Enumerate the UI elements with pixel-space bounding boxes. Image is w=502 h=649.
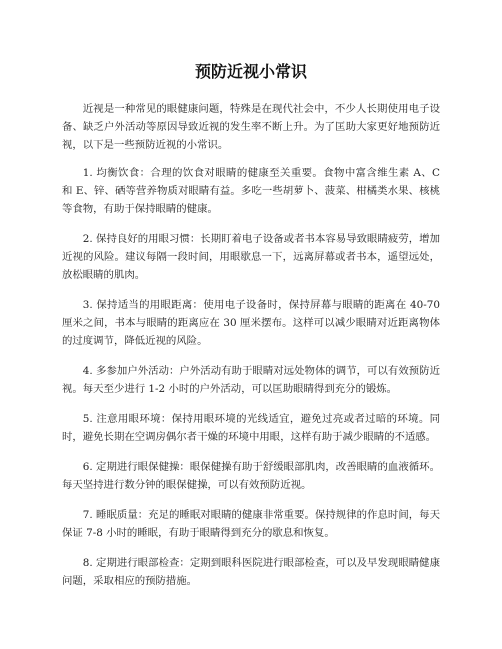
tip-paragraph: 4. 多参加户外活动：户外活动有助于眼睛对远处物体的调节，可以有效预防近视。每天至少进行 1-2 小时的户外活动，可以匡助眼睛得到充分的锻炼。 bbox=[62, 365, 440, 395]
tip-paragraph: 6. 定期进行眼保健操：眼保健操有助于舒缓眼部肌肉，改善眼睛的血液循环。每天坚持进行数分钟的眼保健操，可以有效预防近视。 bbox=[62, 461, 440, 491]
tip-paragraph: 8. 定期进行眼部检查：定期到眼科医院进行眼部检查，可以及早发现眼睛健康问题，采取相应的预防措施。 bbox=[62, 557, 440, 587]
tip-paragraph: 3. 保持适当的用眼距离：使用电子设备时，保持屏幕与眼睛的距离在 40-70 厘米之间，书本与眼睛的距离应在 30 厘米摆布。这样可以减少眼睛对近距离物体的过度调节，降低近视的风险。 bbox=[62, 299, 440, 347]
tip-paragraph: 2. 保持良好的用眼习惯：长期盯着电子设备或者书本容易导致眼睛疲劳，增加近视的风险。建议每隔一段时间，用眼歇息一下，远离屏幕或者书本，遥望远处，放松眼睛的肌肉。 bbox=[62, 233, 440, 281]
intro-paragraph: 近视是一种常见的眼健康问题，特殊是在现代社会中，不少人长期使用电子设备、缺乏户外活动等原因导致近视的发生率不断上升。为了匡助大家更好地预防近视，以下是一些预防近视的小常识。 bbox=[62, 103, 440, 151]
tip-paragraph: 7. 睡眠质量：充足的睡眠对眼睛的健康非常重要。保持规律的作息时间，每天保证 7-8 小时的睡眠，有助于眼睛得到充分的歇息和恢复。 bbox=[62, 509, 440, 539]
page-title: 预防近视小常识 bbox=[194, 62, 307, 81]
tip-paragraph: 5. 注意用眼环境：保持用眼环境的光线适宜，避免过亮或者过暗的环境。同时，避免长期在空调房偶尔者干燥的环境中用眼，这样有助于减少眼睛的不适感。 bbox=[62, 413, 440, 443]
tip-paragraph: 1. 均衡饮食：合理的饮食对眼睛的健康至关重要。食物中富含维生素 A、C 和 E、锌、硒等营养物质对眼睛有益。多吃一些胡萝卜、菠菜、柑橘类水果、核桃等食物，有助于保持眼睛的健康。 bbox=[62, 167, 440, 215]
